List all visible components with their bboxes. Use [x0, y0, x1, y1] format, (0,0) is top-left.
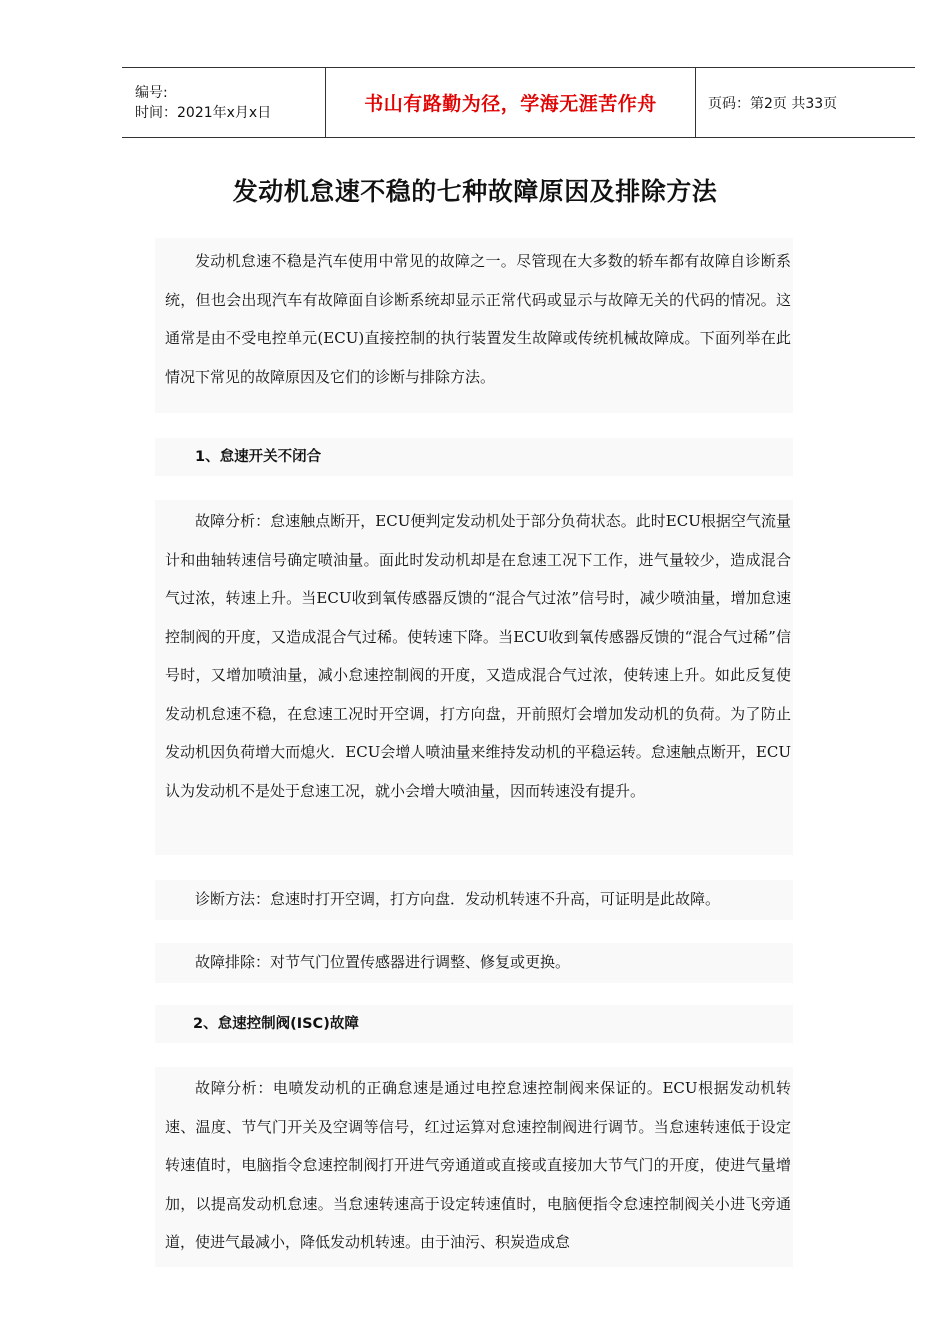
- page-number-label: 页码：第2页 共33页: [708, 95, 838, 112]
- header-page-cell: [696, 68, 915, 137]
- page-header: [122, 67, 915, 138]
- header-slogan: 书山有路勤为径，学海无涯苦作舟: [364, 93, 657, 115]
- header-slogan-cell: [326, 68, 696, 137]
- section-1-fix: 故障排除：对节气门位置传感器进行调整、修复或更换。: [195, 953, 571, 971]
- section-heading: 1、怠速开关不闭合: [195, 449, 322, 465]
- doc-number-label: 编号:: [135, 84, 168, 101]
- section-1-diagnosis: 诊断方法：怠速时打开空调，打方向盘．发动机转速不升高，可证明是此故障。: [195, 890, 721, 908]
- section-1-fix-block: [155, 943, 793, 983]
- header-meta: [122, 68, 326, 137]
- section-1-analysis: 故障分析：怠速触点断开，ECU便判定发动机处于部分负荷状态。此时ECU根据空气流量计和曲轴转速信号确定喷油量。面此时发动机却是在怠速工况下工作，进气量较少，造成混合气过浓，转速上升。当ECU收到氧传感器反馈的“混合气过浓”信号时，减少喷油量，增加怠速控制阀的开度，又造成混合气过稀。使转速下降。当ECU收到氧传感器反馈的“混合气过稀”信号时，又增加喷油量，减小怠速控制阀的开度，又造成混合气过浓，使转速上升。如此反复使发动机怠速不稳，在怠速工况时开空调，打方向盘，开前照灯会增加发动机的负荷。为了防止发动机因负荷增大而熄火．ECU会增人喷油量来维持发动机的平稳运转。怠速触点断开，ECU认为发动机不是处于怠速工况，就小会增大喷油量，因而转速没有提升。: [165, 512, 791, 800]
- section-2-analysis-block: [155, 1067, 793, 1267]
- document-title: 发动机怠速不稳的七种故障原因及排除方法: [232, 177, 718, 206]
- section-2-heading-block: [155, 1005, 793, 1043]
- doc-time-label: 时间：2021年x月x日: [135, 104, 272, 121]
- section-1-diagnosis-block: [155, 880, 793, 920]
- intro-paragraph: 发动机怠速不稳是汽车使用中常见的故障之一。尽管现在大多数的轿车都有故障自诊断系统，但也会出现汽车有故障面自诊断系统却显示正常代码或显示与故障无关的代码的情况。这通常是由不受电控单元(ECU)直接控制的执行装置发生故障或传统机械故障成。下面列举在此情况下常见的故障原因及它们的诊断与排除方法。: [165, 252, 791, 386]
- intro-block: [155, 238, 793, 413]
- section-heading: 2、怠速控制阀(ISC)故障: [193, 1016, 359, 1032]
- section-1-heading-block: [155, 438, 793, 476]
- section-2-analysis: 故障分析：电喷发动机的正确怠速是通过电控怠速控制阀来保证的。ECU根据发动机转速、温度、节气门开关及空调等信号，红过运算对怠速控制阀进行调节。当怠速转速低于设定转速值时，电脑指令怠速控制阀打开进气旁通道或直接或直接加大节气门的开度，使进气量增加，以提高发动机怠速。当怠速转速高于设定转速值时，电脑便指令怠速控制阀关小进飞旁通道，使进气最减小，降低发动机转速。由于油污、积炭造成怠: [165, 1079, 791, 1251]
- section-1-analysis-block: [155, 500, 793, 855]
